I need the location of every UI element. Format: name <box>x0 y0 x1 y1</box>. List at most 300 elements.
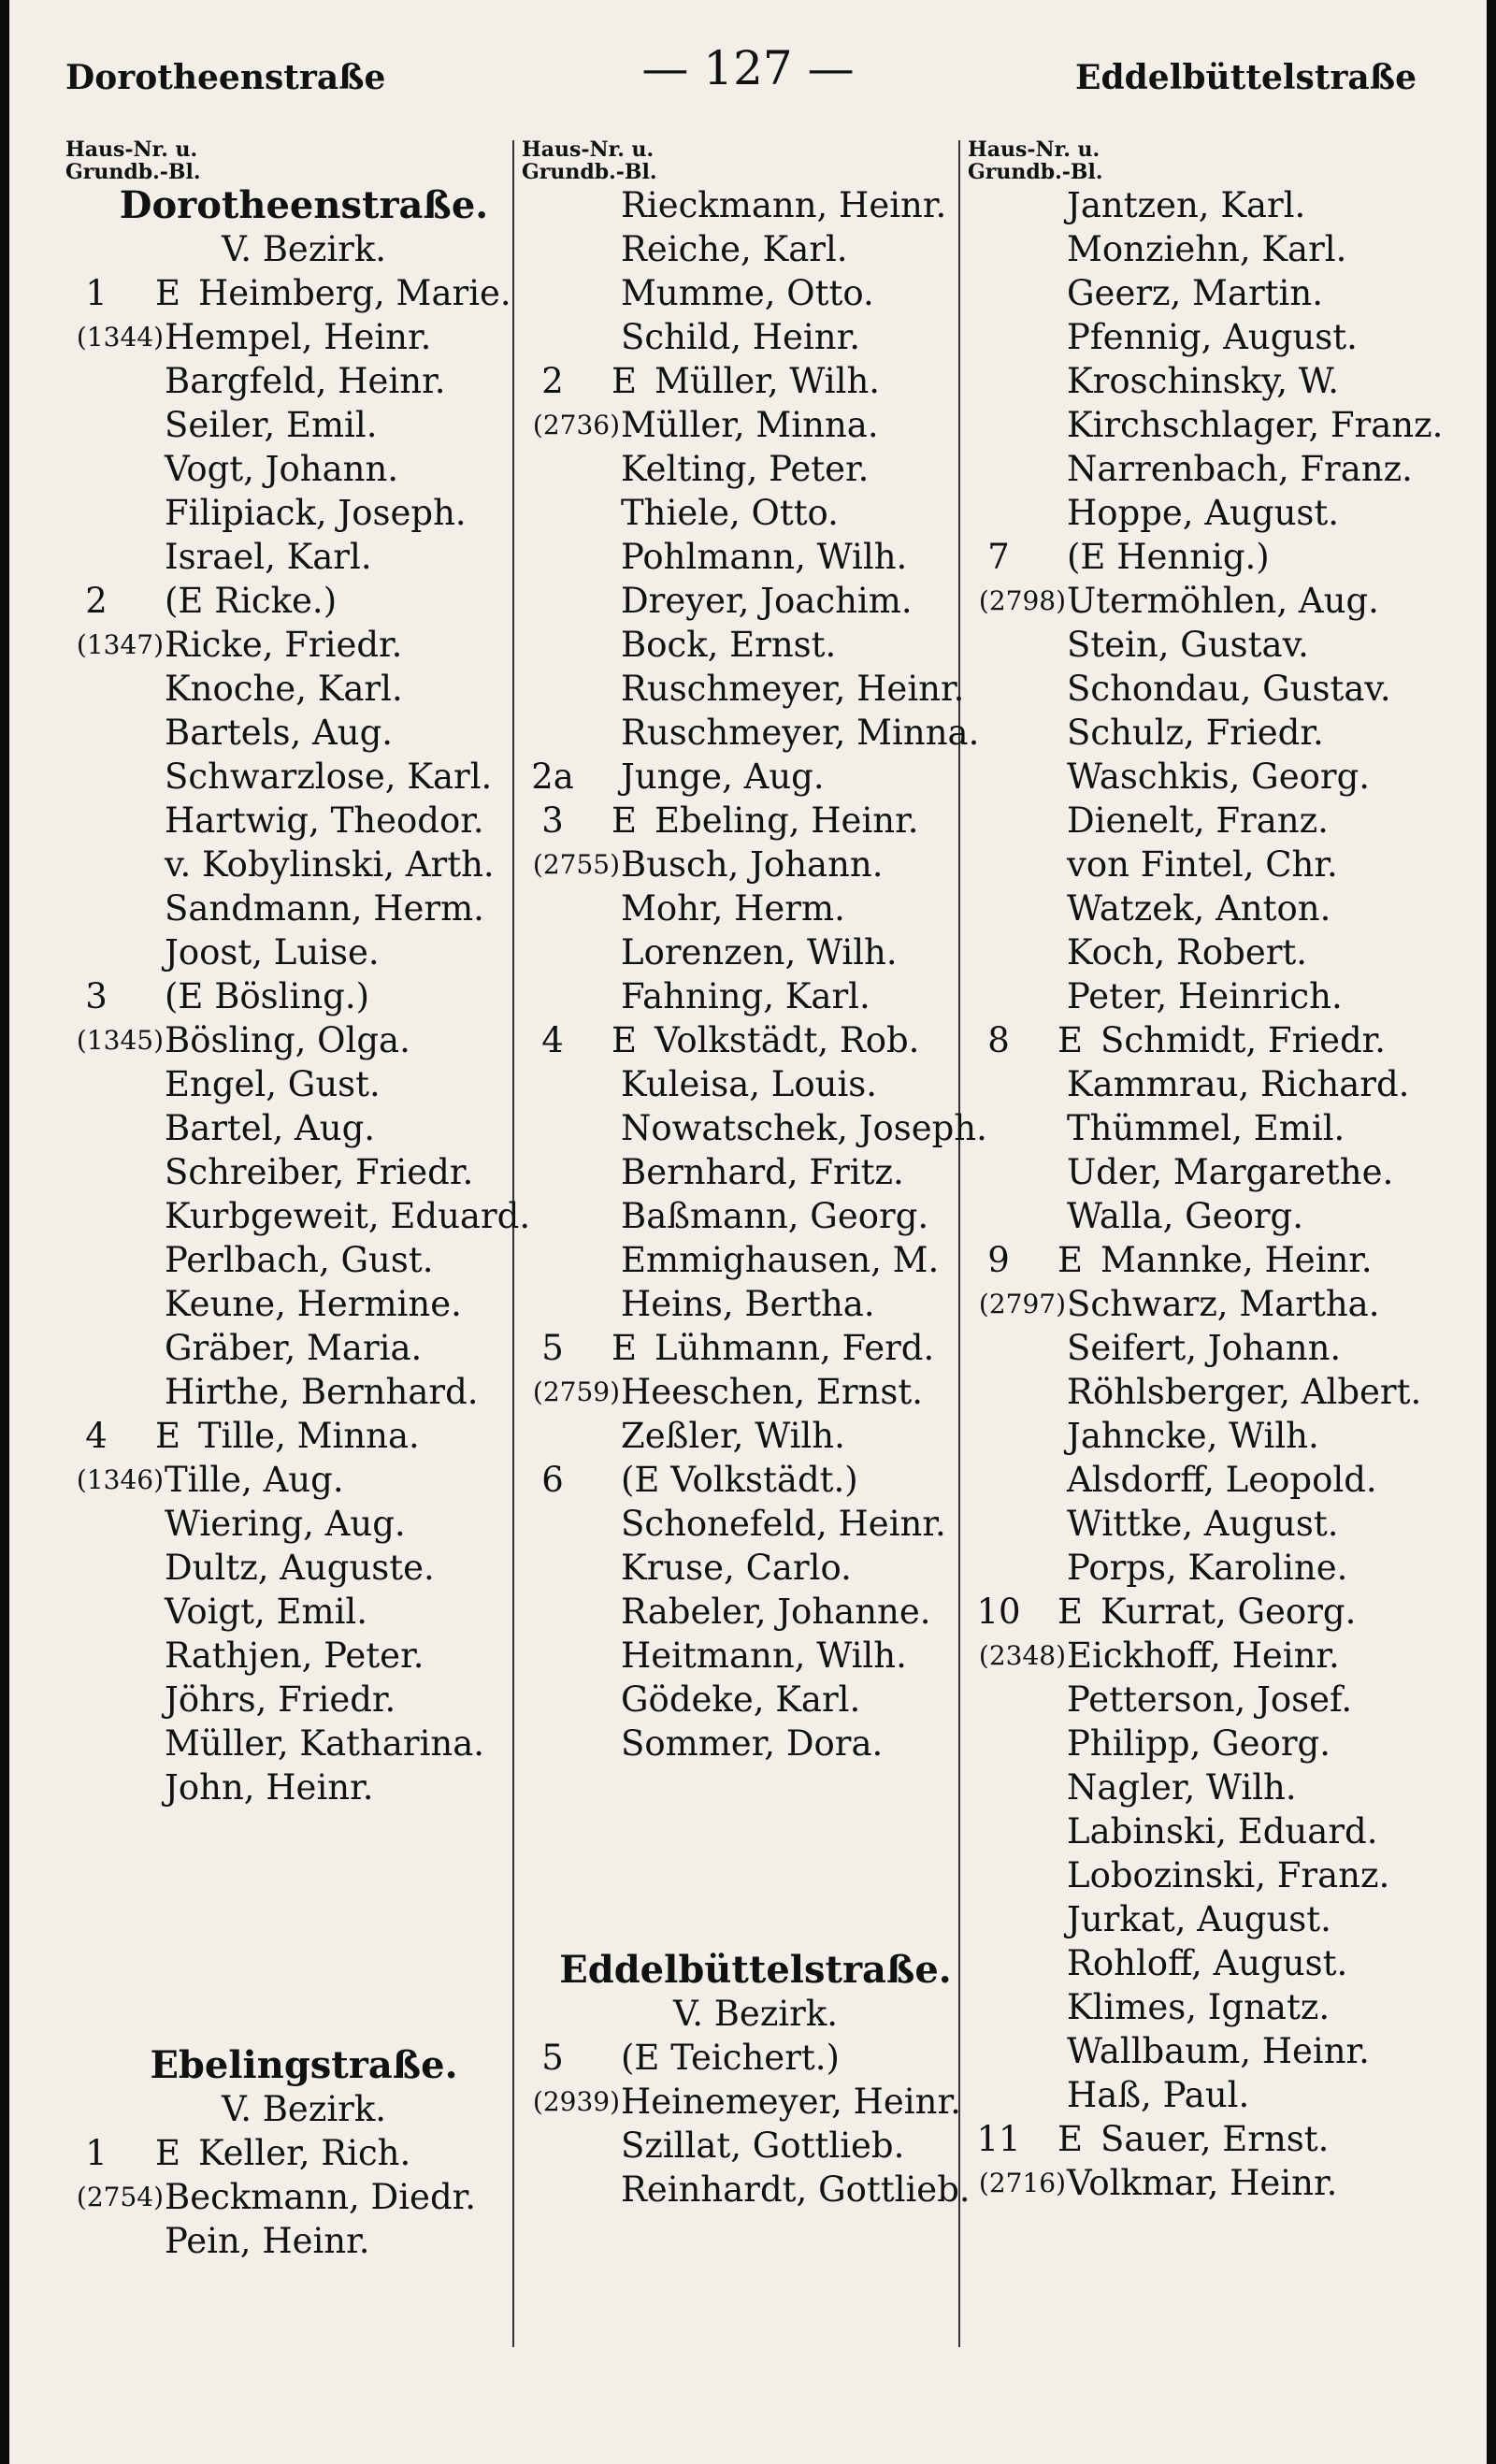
resident-name: Voigt, Emil. <box>165 1592 368 1632</box>
street-heading: Eddelbüttelstraße. <box>559 1948 952 1992</box>
resident-name: von Fintel, Chr. <box>1067 844 1338 885</box>
resident-name: Bock, Ernst. <box>621 625 837 665</box>
directory-entry <box>522 799 989 843</box>
directory-entry <box>65 1326 542 1370</box>
resident-name: Geerz, Martin. <box>1067 273 1323 313</box>
resident-name: v. Kobylinski, Arth. <box>165 844 495 885</box>
resident-name: Hirthe, Bernhard. <box>165 1372 479 1412</box>
directory-entry <box>65 974 542 1018</box>
spacer <box>65 1809 542 2043</box>
resident-name: Röhlsberger, Albert. <box>1067 1372 1422 1412</box>
directory-entry <box>968 403 1444 447</box>
resident-name: Nowatschek, Joseph. <box>621 1108 987 1148</box>
resident-name: Mumme, Otto. <box>621 273 874 313</box>
resident-name: Stein, Gustav. <box>1067 625 1309 665</box>
directory-entry <box>65 2219 542 2263</box>
resident-name: Lühmann, Ferd. <box>654 1328 935 1368</box>
resident-name: Heimberg, Marie. <box>198 273 511 313</box>
resident-name: Junge, Aug. <box>621 756 825 797</box>
directory-entry <box>65 1414 542 1458</box>
directory-entry <box>968 1018 1435 1062</box>
resident-name: Uder, Margarethe. <box>1067 1152 1394 1192</box>
land-register-number: (2754) <box>76 2182 164 2212</box>
resident-name: Kurrat, Georg. <box>1100 1592 1357 1632</box>
resident-name: Waschkis, Georg. <box>1067 756 1371 797</box>
directory-entry <box>65 579 542 623</box>
directory-entry <box>65 755 542 799</box>
directory-entry <box>522 843 989 886</box>
resident-name: Schmidt, Friedr. <box>1100 1020 1387 1060</box>
directory-entry <box>522 227 989 271</box>
house-number: 2 <box>541 361 564 401</box>
resident-name: Petterson, Josef. <box>1067 1679 1353 1720</box>
directory-entry <box>65 2131 542 2175</box>
district-label: V. Bezirk. <box>672 1994 839 2034</box>
owner-marker: E <box>611 361 638 401</box>
directory-entry <box>522 1458 989 1502</box>
resident-name: Volkstädt, Rob. <box>654 1020 920 1060</box>
directory-entry <box>522 1546 989 1590</box>
resident-name: (E Hennig.) <box>1067 537 1270 577</box>
owner-marker: E <box>155 1416 181 1456</box>
resident-name: Utermöhlen, Aug. <box>1067 581 1379 621</box>
resident-name: Ruschmeyer, Minna. <box>621 713 980 753</box>
directory-entry <box>968 1678 1435 1722</box>
resident-name: Hempel, Heinr. <box>165 317 432 357</box>
directory-entry <box>65 799 542 843</box>
resident-name: Seiler, Emil. <box>165 405 378 445</box>
column-header-line: Grundb.-Bl. <box>65 160 201 184</box>
directory-entry <box>65 1502 542 1546</box>
directory-entry <box>968 667 1435 711</box>
directory-entry <box>968 1590 1435 1634</box>
directory-entry <box>968 1106 1435 1150</box>
resident-name: Haß, Paul. <box>1067 2075 1250 2115</box>
directory-entry <box>65 1370 542 1414</box>
directory-entry <box>65 1590 542 1634</box>
resident-name: Seifert, Johann. <box>1067 1328 1342 1368</box>
resident-name: Heinemeyer, Heinr. <box>621 2082 961 2122</box>
owner-marker: E <box>611 1328 638 1368</box>
house-number: 8 <box>987 1020 1010 1060</box>
directory-entry <box>968 930 1435 974</box>
resident-name: Bösling, Olga. <box>165 1020 410 1060</box>
directory-entry <box>65 447 542 491</box>
resident-name: Keller, Rich. <box>198 2133 411 2173</box>
directory-entry <box>522 183 989 227</box>
directory-entry <box>968 535 1435 579</box>
resident-name: Dienelt, Franz. <box>1067 800 1329 841</box>
column-3 <box>968 137 1444 2205</box>
resident-name: Pein, Heinr. <box>165 2221 370 2261</box>
house-number: 3 <box>541 800 564 841</box>
resident-name: Knoche, Karl. <box>165 669 403 709</box>
directory-entry <box>522 2168 989 2212</box>
resident-name: Sauer, Ernst. <box>1100 2119 1330 2159</box>
directory-entry <box>65 886 542 930</box>
directory-entry <box>65 1678 542 1722</box>
directory-entry <box>65 1062 542 1106</box>
directory-entry <box>968 227 1435 271</box>
directory-entry <box>522 755 989 799</box>
street-heading: Dorotheenstraße. <box>119 183 489 227</box>
resident-name: Hoppe, August. <box>1067 493 1340 533</box>
directory-entry <box>522 711 989 755</box>
page-number: — 127 — <box>641 41 855 95</box>
directory-entry <box>522 579 989 623</box>
land-register-number: (1346) <box>76 1464 164 1495</box>
resident-name: Baßmann, Georg. <box>621 1196 929 1236</box>
resident-name: Perlbach, Gust. <box>165 1240 434 1280</box>
house-number: 10 <box>976 1592 1021 1632</box>
directory-entry <box>522 974 989 1018</box>
directory-entry <box>65 1194 542 1238</box>
resident-name: Rohloff, August. <box>1067 1943 1348 1983</box>
resident-name: Kurbgeweit, Eduard. <box>165 1196 531 1236</box>
owner-marker: E <box>1057 2119 1084 2159</box>
resident-name: Thiele, Otto. <box>621 493 839 533</box>
resident-name: Heitmann, Wilh. <box>621 1635 907 1676</box>
directory-entry <box>522 1062 989 1106</box>
directory-entry <box>968 1634 1435 1678</box>
resident-name: Pfennig, August. <box>1067 317 1358 357</box>
resident-name: Tille, Minna. <box>198 1416 420 1456</box>
directory-entry <box>968 755 1435 799</box>
directory-entry <box>65 2175 542 2219</box>
house-number: 1 <box>85 2133 108 2173</box>
directory-entry <box>65 930 542 974</box>
resident-name: Heins, Bertha. <box>621 1284 875 1324</box>
column-header <box>65 138 542 183</box>
resident-name: Kelting, Peter. <box>621 449 870 489</box>
directory-entry <box>522 1238 989 1282</box>
resident-name: Monziehn, Karl. <box>1067 229 1347 269</box>
directory-entry <box>968 1062 1435 1106</box>
directory-entry <box>968 623 1435 667</box>
house-number: 9 <box>987 1240 1010 1280</box>
directory-entry <box>65 403 542 447</box>
directory-entry <box>65 623 542 667</box>
resident-name: Thümmel, Emil. <box>1067 1108 1345 1148</box>
resident-name: Koch, Robert. <box>1067 932 1308 973</box>
directory-entry <box>522 1678 989 1722</box>
resident-name: Kruse, Carlo. <box>621 1548 852 1588</box>
resident-name: Kammrau, Richard. <box>1067 1064 1410 1104</box>
directory-entry <box>65 1765 542 1809</box>
directory-entry <box>522 1106 989 1150</box>
directory-entry <box>968 1722 1435 1765</box>
resident-name: Labinski, Eduard. <box>1067 1811 1378 1852</box>
resident-name: Volkmar, Heinr. <box>1067 2163 1338 2203</box>
resident-name: Dreyer, Joachim. <box>621 581 913 621</box>
directory-entry <box>968 1853 1435 1897</box>
directory-entry <box>522 447 989 491</box>
resident-name: Kuleisa, Louis. <box>621 1064 878 1104</box>
resident-name: Peter, Heinrich. <box>1067 976 1343 1016</box>
resident-name: Jahncke, Wilh. <box>1067 1416 1319 1456</box>
directory-entry <box>522 403 989 447</box>
resident-name: Vogt, Johann. <box>165 449 399 489</box>
house-number: 4 <box>541 1020 564 1060</box>
directory-entry <box>65 1458 542 1502</box>
resident-name: Jantzen, Karl. <box>1067 185 1306 225</box>
directory-entry <box>65 711 542 755</box>
directory-entry <box>65 843 542 886</box>
house-number: 3 <box>85 976 108 1016</box>
directory-entry <box>522 491 989 535</box>
directory-entry <box>968 1502 1435 1546</box>
resident-name: Eickhoff, Heinr. <box>1067 1635 1340 1676</box>
resident-name: Jöhrs, Friedr. <box>165 1679 396 1720</box>
directory-entry <box>968 1238 1435 1282</box>
resident-name: Walla, Georg. <box>1067 1196 1303 1236</box>
directory-entry <box>522 1502 989 1546</box>
house-number: 6 <box>541 1460 564 1500</box>
resident-name: Keune, Hermine. <box>165 1284 462 1324</box>
directory-entry <box>65 359 542 403</box>
directory-entry <box>522 315 989 359</box>
land-register-number: (1345) <box>76 1025 164 1056</box>
resident-name: Mannke, Heinr. <box>1100 1240 1373 1280</box>
resident-name: Nagler, Wilh. <box>1067 1767 1297 1808</box>
column-header <box>968 138 1435 183</box>
resident-name: (E Volkstädt.) <box>621 1460 858 1500</box>
resident-name: Hartwig, Theodor. <box>165 800 484 841</box>
directory-entry <box>65 1634 542 1678</box>
resident-name: Schild, Heinr. <box>621 317 860 357</box>
directory-entry <box>968 1326 1435 1370</box>
directory-entry <box>65 1282 542 1326</box>
spacer <box>522 1765 989 1948</box>
resident-name: Israel, Karl. <box>165 537 372 577</box>
directory-entry <box>968 359 1435 403</box>
resident-name: Gödeke, Karl. <box>621 1679 861 1720</box>
resident-name: Beckmann, Diedr. <box>165 2177 477 2217</box>
directory-entry <box>968 2073 1435 2117</box>
resident-name: Reinhardt, Gottlieb. <box>621 2169 971 2210</box>
resident-name: Busch, Johann. <box>621 844 884 885</box>
directory-entry <box>968 1985 1435 2029</box>
directory-entry <box>522 886 989 930</box>
column-header <box>522 138 989 183</box>
directory-entry <box>968 886 1435 930</box>
resident-name: Rabeler, Johanne. <box>621 1592 931 1632</box>
running-head-right: Eddelbüttelstraße <box>1075 58 1417 97</box>
directory-entry <box>968 1546 1435 1590</box>
directory-entry <box>968 447 1435 491</box>
directory-entry <box>968 271 1435 315</box>
resident-name: Müller, Katharina. <box>165 1723 485 1764</box>
resident-name: Pohlmann, Wilh. <box>621 537 908 577</box>
owner-marker: E <box>611 800 638 841</box>
resident-name: Schondau, Gustav. <box>1067 669 1391 709</box>
column-2 <box>522 137 989 2212</box>
resident-name: Schwarzlose, Karl. <box>165 756 493 797</box>
directory-entry <box>65 1150 542 1194</box>
owner-marker: E <box>155 2133 181 2173</box>
land-register-number: (2797) <box>978 1289 1066 1319</box>
resident-name: Alsdorff, Leopold. <box>1067 1460 1377 1500</box>
resident-name: Schwarz, Martha. <box>1067 1284 1380 1324</box>
resident-name: Philipp, Georg. <box>1067 1723 1331 1764</box>
directory-entry <box>522 2124 989 2168</box>
directory-entry <box>65 491 542 535</box>
directory-entry <box>65 1238 542 1282</box>
directory-entry <box>968 1370 1435 1414</box>
directory-entry <box>522 1326 989 1370</box>
resident-name: Fahning, Karl. <box>621 976 870 1016</box>
directory-page <box>9 0 1487 2464</box>
resident-name: Rieckmann, Heinr. <box>621 185 947 225</box>
resident-name: Sandmann, Herm. <box>165 888 484 929</box>
street-heading: Ebelingstraße. <box>150 2043 458 2087</box>
directory-entry <box>522 1590 989 1634</box>
resident-name: Szillat, Gottlieb. <box>621 2125 905 2166</box>
resident-name: Bargfeld, Heinr. <box>165 361 446 401</box>
directory-entry <box>65 1106 542 1150</box>
directory-entry <box>65 1722 542 1765</box>
land-register-number: (2736) <box>532 410 620 440</box>
resident-name: Sommer, Dora. <box>621 1723 884 1764</box>
resident-name: Emmighausen, M. <box>621 1240 940 1280</box>
column-header-line: Haus-Nr. u. <box>968 137 1100 162</box>
directory-entry <box>968 1150 1435 1194</box>
directory-entry <box>65 667 542 711</box>
directory-entry <box>65 1018 542 1062</box>
resident-name: Reiche, Karl. <box>621 229 848 269</box>
directory-entry <box>968 974 1435 1018</box>
resident-name: Bartels, Aug. <box>165 713 394 753</box>
column-header-line: Grundb.-Bl. <box>968 160 1103 184</box>
land-register-number: (2798) <box>978 585 1066 616</box>
resident-name: Filipiack, Joseph. <box>165 493 467 533</box>
directory-entry <box>968 2029 1435 2073</box>
directory-entry <box>522 1414 989 1458</box>
resident-name: Schonefeld, Heinr. <box>621 1504 946 1544</box>
directory-entry <box>522 2036 989 2080</box>
resident-name: Jurkat, August. <box>1067 1899 1331 1939</box>
house-number: 5 <box>541 2038 564 2078</box>
district-label: V. Bezirk. <box>221 229 387 269</box>
land-register-number: (1344) <box>76 322 164 353</box>
owner-marker: E <box>1057 1020 1084 1060</box>
directory-entry <box>522 1370 989 1414</box>
directory-entry <box>522 1282 989 1326</box>
resident-name: (E Ricke.) <box>165 581 338 621</box>
resident-name: (E Bösling.) <box>165 976 370 1016</box>
resident-name: Tille, Aug. <box>165 1460 344 1500</box>
directory-entry <box>522 1634 989 1678</box>
resident-name: Joost, Luise. <box>165 932 380 973</box>
owner-marker: E <box>155 273 181 313</box>
directory-entry <box>968 1765 1435 1809</box>
district-label: V. Bezirk. <box>221 2089 387 2129</box>
resident-name: Kirchschlager, Franz. <box>1067 405 1444 445</box>
directory-entry <box>968 1897 1435 1941</box>
directory-entry <box>968 183 1435 227</box>
resident-name: Schulz, Friedr. <box>1067 713 1324 753</box>
land-register-number: (2716) <box>978 2168 1066 2198</box>
directory-entry <box>968 579 1435 623</box>
house-number: 2 <box>85 581 108 621</box>
house-number: 4 <box>85 1416 108 1456</box>
directory-entry <box>522 1150 989 1194</box>
directory-entry <box>522 359 989 403</box>
resident-name: Lobozinski, Franz. <box>1067 1855 1390 1895</box>
directory-entry <box>968 2161 1435 2205</box>
owner-marker: E <box>1057 1240 1084 1280</box>
directory-entry <box>968 491 1435 535</box>
resident-name: Watzek, Anton. <box>1067 888 1331 929</box>
resident-name: Mohr, Herm. <box>621 888 845 929</box>
directory-entry <box>968 1809 1435 1853</box>
resident-name: Bernhard, Fritz. <box>621 1152 904 1192</box>
land-register-number: (1347) <box>76 629 164 660</box>
directory-entry <box>968 1941 1435 1985</box>
directory-entry <box>522 667 989 711</box>
resident-name: Ricke, Friedr. <box>165 625 403 665</box>
resident-name: Gräber, Maria. <box>165 1328 423 1368</box>
resident-name: Kroschinsky, W. <box>1067 361 1340 401</box>
resident-name: Lorenzen, Wilh. <box>621 932 898 973</box>
directory-entry <box>522 535 989 579</box>
resident-name: Porps, Karoline. <box>1067 1548 1348 1588</box>
directory-entry <box>65 535 542 579</box>
house-number: 7 <box>987 537 1010 577</box>
directory-entry <box>65 1546 542 1590</box>
directory-entry <box>968 1194 1435 1238</box>
house-number: 11 <box>976 2119 1021 2159</box>
directory-entry <box>968 799 1435 843</box>
column-1 <box>65 137 542 2263</box>
land-register-number: (2759) <box>532 1376 620 1407</box>
resident-name: Schreiber, Friedr. <box>165 1152 474 1192</box>
resident-name: Engel, Gust. <box>165 1064 381 1104</box>
directory-entry <box>968 1414 1435 1458</box>
resident-name: Ruschmeyer, Heinr. <box>621 669 965 709</box>
column-header-line: Haus-Nr. u. <box>522 137 654 162</box>
directory-entry <box>522 271 989 315</box>
directory-entry <box>968 315 1435 359</box>
house-number: 1 <box>85 273 108 313</box>
directory-entry <box>968 711 1435 755</box>
running-head-left: Dorotheenstraße <box>65 58 386 97</box>
resident-name: Müller, Minna. <box>621 405 879 445</box>
directory-entry <box>968 2117 1435 2161</box>
directory-entry <box>522 1018 989 1062</box>
column-header-line: Grundb.-Bl. <box>522 160 657 184</box>
directory-entry <box>968 1458 1435 1502</box>
resident-name: Wallbaum, Heinr. <box>1067 2031 1370 2071</box>
land-register-number: (2755) <box>532 849 620 880</box>
resident-name: Heeschen, Ernst. <box>621 1372 923 1412</box>
resident-name: Ebeling, Heinr. <box>654 800 919 841</box>
owner-marker: E <box>611 1020 638 1060</box>
land-register-number: (2939) <box>532 2086 620 2117</box>
resident-name: Rathjen, Peter. <box>165 1635 424 1676</box>
directory-entry <box>522 1194 989 1238</box>
resident-name: Wiering, Aug. <box>165 1504 406 1544</box>
directory-entry <box>65 315 542 359</box>
resident-name: John, Heinr. <box>165 1767 374 1808</box>
directory-entry <box>65 271 542 315</box>
resident-name: Müller, Wilh. <box>654 361 881 401</box>
resident-name: (E Teichert.) <box>621 2038 840 2078</box>
resident-name: Zeßler, Wilh. <box>621 1416 845 1456</box>
resident-name: Klimes, Ignatz. <box>1067 1987 1331 2027</box>
directory-entry <box>522 1722 989 1765</box>
house-number: 2a <box>531 756 574 797</box>
